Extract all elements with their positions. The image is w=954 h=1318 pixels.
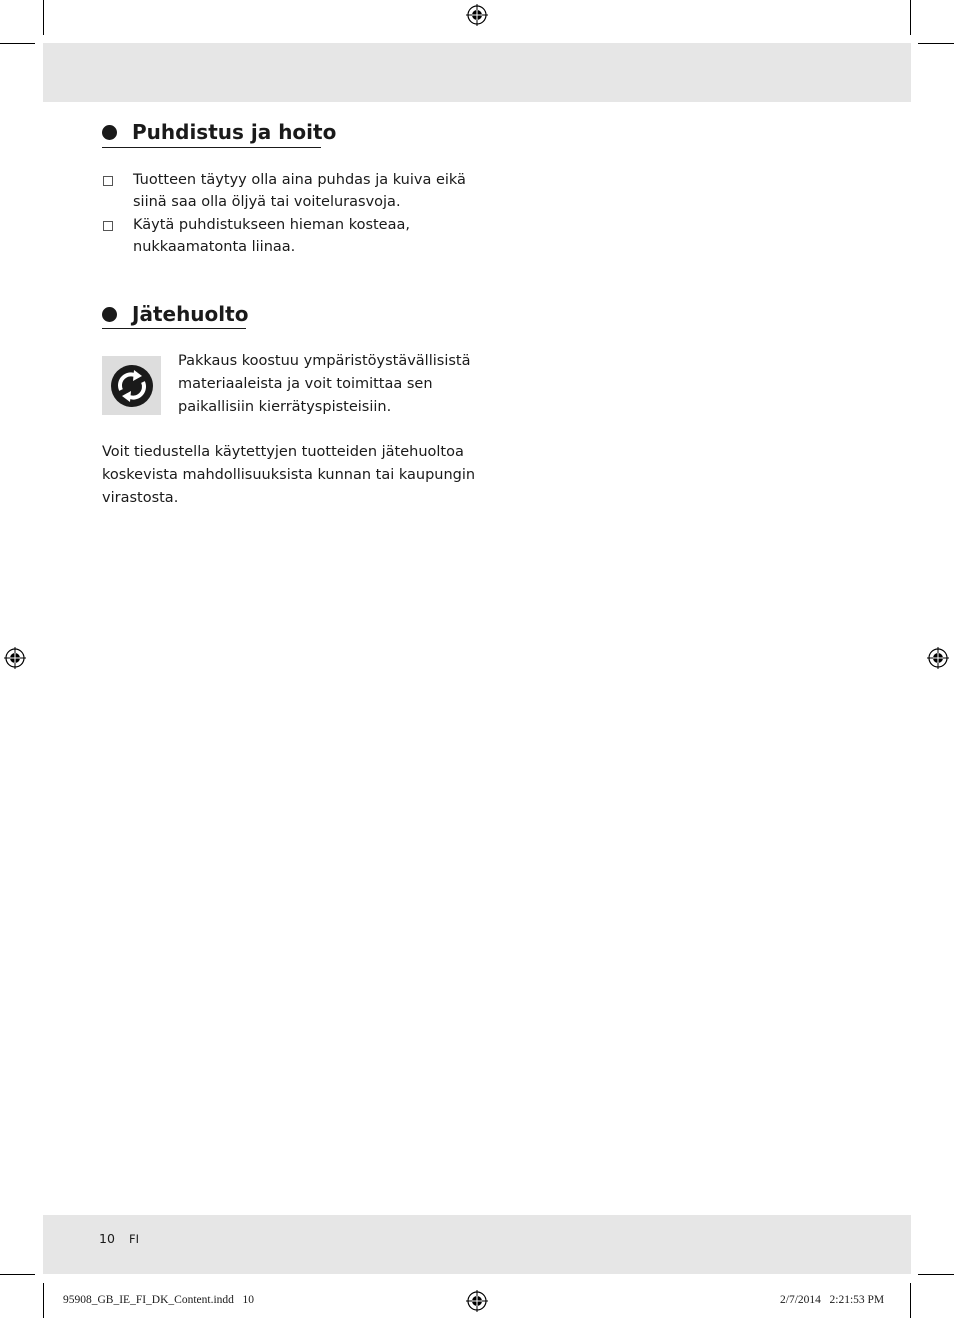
crop-mark [43,1283,44,1318]
language-code: FI [129,1232,140,1246]
recycle-icon [102,356,161,415]
cleaning-list [102,169,472,259]
text-line: koskevista mahdollisuuksista kunnan tai kaupungin [102,467,476,483]
text-line: paikallisiin kierrätyspisteisiin. [178,399,392,415]
disposal-paragraph [102,441,475,510]
crop-mark [918,43,954,44]
recycle-description [178,350,470,419]
section-heading-cleaning [102,119,336,146]
crop-mark [43,0,44,35]
section-title: Jätehuolto [132,302,249,326]
list-item-text [133,214,410,258]
page-number: 10 [99,1231,115,1246]
registration-mark-icon [4,647,26,669]
heading-bullet-icon [102,125,117,140]
list-line: Tuotteen täytyy olla aina puhdas ja kuiva eikä [133,172,466,188]
crop-mark [0,43,35,44]
registration-mark-icon [927,647,949,669]
heading-underline [102,328,246,329]
list-line: siinä saa olla öljyä tai voitelurasvoja. [133,194,401,210]
text-line: virastosta. [102,490,179,506]
list-line: Käytä puhdistukseen hieman kosteaa, [133,217,410,233]
list-item [102,169,472,213]
crop-mark [0,1274,35,1275]
registration-mark-icon [466,4,488,26]
heading-underline [102,147,321,148]
list-line: nukkaamatonta liinaa. [133,239,296,255]
checkbox-bullet-icon [103,176,113,186]
list-item [102,214,472,258]
text-line: Voit tiedustella käytettyjen tuotteiden jätehuoltoa [102,444,464,460]
text-line: materiaaleista ja voit toimittaa sen [178,376,433,392]
crop-mark [910,0,911,35]
registration-mark-icon [466,1290,488,1312]
crop-mark [910,1283,911,1318]
checkbox-bullet-icon [103,221,113,231]
section-title: Puhdistus ja hoito [132,120,337,144]
header-band [43,43,911,102]
slug-timestamp: 2/7/2014 2:21:53 PM [780,1294,885,1306]
heading-bullet-icon [102,307,117,322]
list-item-text [133,169,466,213]
text-line: Pakkaus koostuu ympäristöystävällisistä [178,353,471,369]
section-heading-disposal [102,301,248,328]
crop-mark [918,1274,954,1275]
footer-band [43,1215,911,1274]
slug-filename: 95908_GB_IE_FI_DK_Content.indd 10 [63,1294,255,1306]
